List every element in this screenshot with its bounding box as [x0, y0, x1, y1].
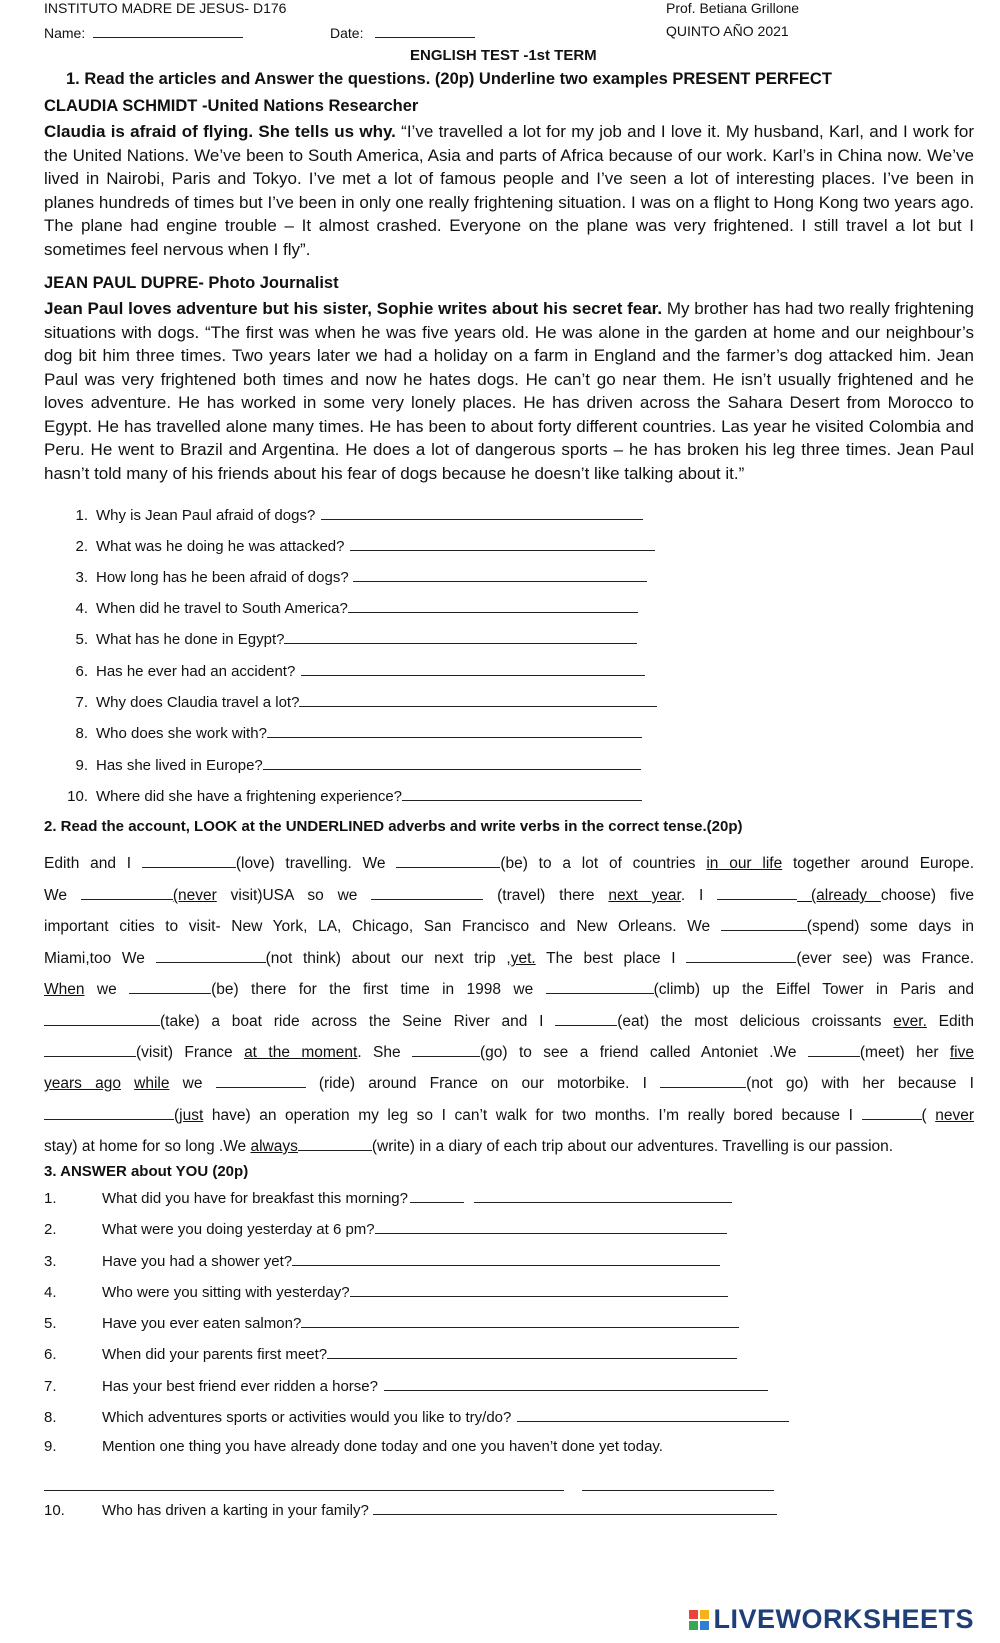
- answer-blank[interactable]: [348, 598, 638, 613]
- cloze-line-9: (just have) an operation my leg so I can’t walk for two months. I’m really bored because I ( never: [44, 1100, 974, 1133]
- cloze-blank[interactable]: [721, 916, 807, 931]
- answer-blank[interactable]: [375, 1219, 727, 1234]
- cloze-blank[interactable]: [129, 979, 211, 994]
- cloze-blank[interactable]: [808, 1042, 860, 1057]
- cloze-blank[interactable]: [142, 853, 236, 868]
- about-you-question-6: 6. When did your parents first meet?: [44, 1344, 737, 1363]
- cloze-blank[interactable]: [371, 885, 483, 900]
- cloze-line-3: important cities to visit- New York, LA, Chicago, San Francisco and New Orleans. We (spend) some days in: [44, 918, 974, 935]
- date-field[interactable]: [330, 23, 475, 41]
- question-5: 5. What has he done in Egypt?: [60, 629, 637, 648]
- teacher-name: Prof. Betiana Grillone: [666, 0, 800, 16]
- answer-blank[interactable]: [327, 1344, 737, 1359]
- article2-heading: JEAN PAUL DUPRE- Photo Journalist: [44, 274, 339, 292]
- question-6: 6. Has he ever had an accident?: [60, 661, 645, 680]
- cloze-blank[interactable]: [81, 885, 173, 900]
- answer-blank[interactable]: [321, 505, 643, 520]
- answer-blank[interactable]: [301, 1313, 739, 1328]
- cloze-blank[interactable]: [546, 979, 654, 994]
- liveworksheets-logo: [689, 1604, 974, 1635]
- about-you-question-7: 7. Has your best friend ever ridden a horse?: [44, 1376, 768, 1395]
- cloze-line-1: Edith and I (love) travelling. We (be) to a lot of countries in our life together around Europe.: [44, 855, 974, 872]
- answer-blank[interactable]: [350, 536, 655, 551]
- article2-text: [44, 297, 974, 485]
- name-label: Name:: [44, 25, 86, 41]
- answer-blank[interactable]: [267, 723, 642, 738]
- answer-blank[interactable]: [263, 755, 641, 770]
- cloze-blank[interactable]: [396, 853, 500, 868]
- article1-text: [44, 120, 974, 261]
- cloze-blank[interactable]: [156, 948, 266, 963]
- cloze-line-6: (take) a boat ride across the Seine River and I (eat) the most delicious croissants ever. Edith: [44, 1006, 974, 1039]
- about-you-question-4: 4. Who were you sitting with yesterday?: [44, 1282, 728, 1301]
- answer-blank[interactable]: [517, 1407, 789, 1422]
- article2-lead: Jean Paul loves adventure but his sister, Sophie writes about his secret fear.: [44, 299, 663, 318]
- question-2: 2. What was he doing he was attacked?: [60, 536, 655, 555]
- about-you-question-3: 3. Have you had a shower yet?: [44, 1251, 720, 1270]
- date-blank[interactable]: [375, 23, 475, 38]
- cloze-blank[interactable]: [44, 1042, 136, 1057]
- question-1: 1. Why is Jean Paul afraid of dogs?: [60, 505, 643, 524]
- cloze-line-4: Miami,too We (not think) about our next trip ,yet. The best place I (ever see) was France.: [44, 950, 974, 967]
- test-title: ENGLISH TEST -1st TERM: [410, 47, 597, 64]
- answer-blank[interactable]: [474, 1188, 732, 1203]
- about-you-question-10: 10. Who has driven a karting in your family?: [44, 1500, 777, 1519]
- answer-blank[interactable]: [301, 661, 645, 676]
- name-field[interactable]: [44, 23, 243, 41]
- answer-blank[interactable]: [350, 1282, 728, 1297]
- answer-blank[interactable]: [373, 1500, 777, 1515]
- section2-instruction: 2. Read the account, LOOK at the UNDERLINED adverbs and write verbs in the correct tense.(20p): [44, 818, 743, 835]
- cloze-blank[interactable]: [862, 1105, 922, 1120]
- cloze-line-10: stay) at home for so long .We always (write) in a diary of each trip about our adventures. Travelling is our passion.: [44, 1138, 894, 1155]
- cloze-blank[interactable]: [412, 1042, 480, 1057]
- question-10: 10. Where did she have a frightening experience?: [60, 786, 642, 805]
- article1-lead: Claudia is afraid of flying. She tells us why.: [44, 122, 396, 141]
- cloze-blank[interactable]: [44, 1105, 174, 1120]
- about-you-question-1: 1. What did you have for breakfast this morning?: [44, 1188, 732, 1207]
- article1-body: “I’ve travelled a lot for my job and I love it. My husband, Karl, and I work for the United Nations. We’ve been to South America, Asia and parts of Africa because of our work. Karl’s in China now. We’ve lived in Nairobi, Paris and Tokyo. I’ve met a lot of famous people and I’ve seen a lot of interesting places. I’ve been in planes hundreds of times but I’ve been in only one really frightening situation. I was on a flight to Hong Kong two years ago. The plane had engine trouble – It almost crashed. Everyone on the plane was very frightened. I still travel a lot but I sometimes feel nervous when I fly”.: [44, 122, 974, 259]
- school-name: INSTITUTO MADRE DE JESUS- D176: [44, 0, 287, 16]
- article1-heading: CLAUDIA SCHMIDT -United Nations Researcher: [44, 97, 419, 115]
- question-9: 9. Has she lived in Europe?: [60, 755, 641, 774]
- answer-blank[interactable]: [299, 692, 657, 707]
- about-you-answer-9: [44, 1476, 774, 1496]
- question-4: 4. When did he travel to South America?: [60, 598, 638, 617]
- section1-instruction: 1. Read the articles and Answer the questions. (20p) Underline two examples PRESENT PERFECT: [66, 70, 832, 88]
- name-blank[interactable]: [93, 23, 243, 38]
- liveworksheets-icon: [689, 1610, 709, 1630]
- answer-blank[interactable]: [284, 629, 637, 644]
- cloze-blank[interactable]: [216, 1073, 306, 1088]
- cloze-blank[interactable]: [660, 1073, 746, 1088]
- about-you-question-2: 2. What were you doing yesterday at 6 pm?: [44, 1219, 727, 1238]
- cloze-line-2: We (never visit)USA so we (travel) there next year. I (already choose) five: [44, 887, 974, 904]
- question-3: 3. How long has he been afraid of dogs?: [60, 567, 647, 586]
- answer-blank[interactable]: [292, 1251, 720, 1266]
- question-7: 7. Why does Claudia travel a lot?: [60, 692, 657, 711]
- answer-blank[interactable]: [402, 786, 642, 801]
- cloze-line-8: years ago while we (ride) around France on our motorbike. I (not go) with her because I: [44, 1075, 974, 1092]
- cloze-blank[interactable]: [717, 885, 797, 900]
- about-you-question-9: 9. Mention one thing you have already done today and one you haven’t done yet today.: [44, 1438, 663, 1455]
- article2-body: My brother has had two really frightening situations with dogs. “The first was when he was five years old. He was alone in the garden at home and our neighbour’s dog bit him three times. Two years later we had a holiday on a farm in England and the farmer’s dog attacked him. Jean Paul was very frightened both times and now he hates dogs. He can’t go near them. He isn’t usually frightened and he loves adventure. He has worked in some very lonely places. He has driven across the Sahara Desert from Morocco to Egypt. He has travelled alone many times. He has been to about forty different countries. Las year he visited Colombia and Peru. He went to Brazil and Argentina. He does a lot of dangerous sports – he has broken his leg three times. Jean Paul hasn’t told many of his friends about his fear of dogs because he doesn’t like talking about it.”: [44, 299, 975, 483]
- about-you-question-8: 8. Which adventures sports or activities would you like to try/do?: [44, 1407, 789, 1426]
- question-8: 8. Who does she work with?: [60, 723, 642, 742]
- answer-blank[interactable]: [44, 1476, 564, 1491]
- class-year: QUINTO AÑO 2021: [666, 23, 789, 39]
- section3-instruction: 3. ANSWER about YOU (20p): [44, 1163, 249, 1180]
- answer-blank[interactable]: [353, 567, 647, 582]
- cloze-line-7: (visit) France at the moment. She (go) to see a friend called Antoniet .We (meet) her five: [44, 1037, 974, 1070]
- about-you-question-5: 5. Have you ever eaten salmon?: [44, 1313, 739, 1332]
- cloze-line-5: When we (be) there for the first time in 1998 we (climb) up the Eiffel Tower in Paris and: [44, 981, 974, 998]
- answer-blank[interactable]: [384, 1376, 768, 1391]
- cloze-blank[interactable]: [686, 948, 796, 963]
- date-label: Date:: [330, 25, 364, 41]
- answer-blank[interactable]: [582, 1476, 774, 1491]
- answer-blank[interactable]: [410, 1188, 464, 1203]
- brand-name: LIVEWORKSHEETS: [713, 1604, 974, 1634]
- cloze-blank[interactable]: [555, 1011, 617, 1026]
- cloze-blank[interactable]: [44, 1011, 160, 1026]
- cloze-blank[interactable]: [298, 1136, 372, 1151]
